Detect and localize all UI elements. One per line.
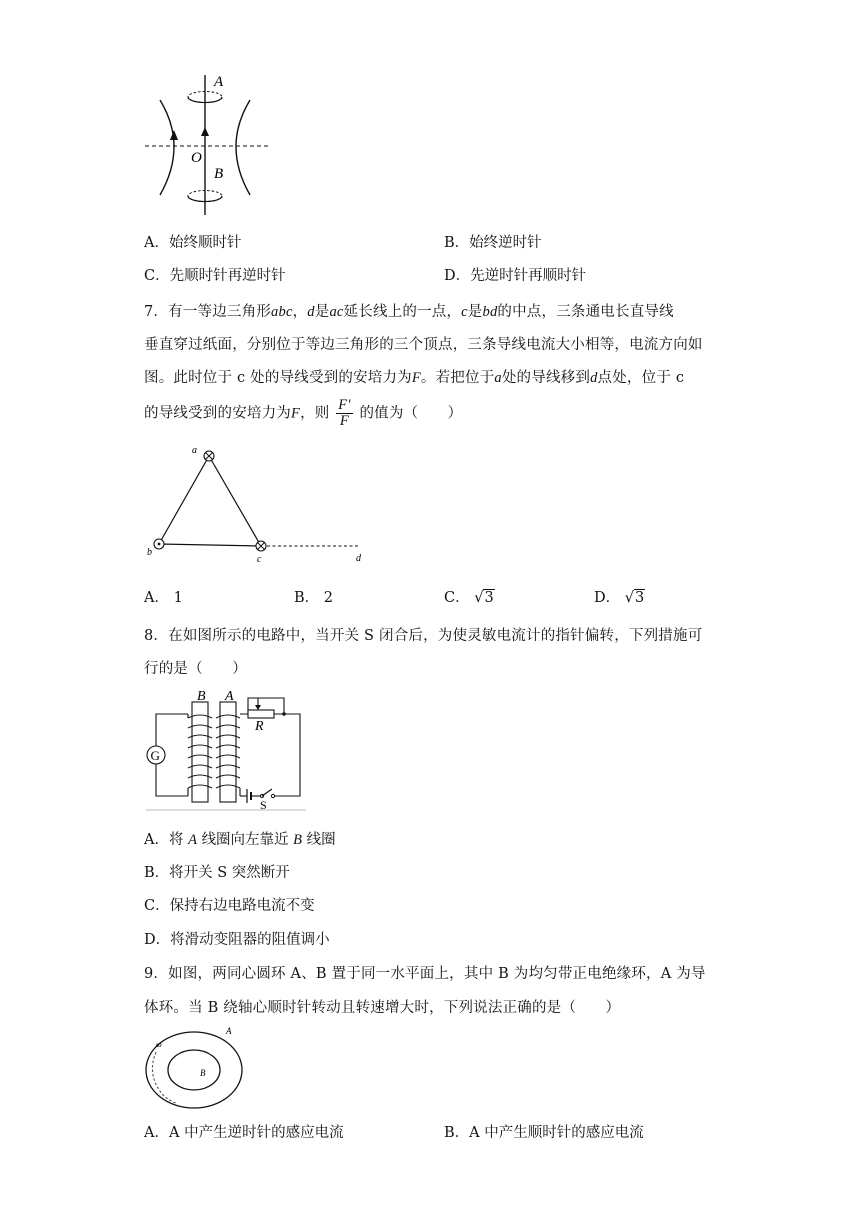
q6-option-c[interactable]: C．先顺时针再逆时针 bbox=[144, 268, 286, 284]
q6-figure bbox=[140, 70, 275, 220]
q8-circuit-figure bbox=[144, 688, 309, 814]
q9-stem-line2: 体环。当 B 绕轴心顺时针转动且转速增大时，下列说法正确的是（ ） bbox=[144, 1000, 621, 1016]
svg-text:d: d bbox=[356, 553, 361, 564]
left-field-line bbox=[160, 100, 174, 195]
ring-B bbox=[168, 1050, 220, 1090]
q9-stem-line1: 9．如图，两同心圆环 A、B 置于同一水平面上，其中 B 为均匀带正电绝缘环，A 为导 bbox=[144, 966, 706, 982]
q8-stem-line1: 8．在如图所示的电路中，当开关 S 闭合后，为使灵敏电流计的指针偏转，下列措施可 bbox=[144, 628, 703, 644]
q7-stem-line1: 7．有一等边三角形abc，d是ac延长线上的一点，c是bd的中点，三条通电长直导线 bbox=[144, 304, 674, 320]
svg-text:R: R bbox=[255, 719, 264, 734]
svg-text:b: b bbox=[147, 547, 152, 558]
svg-text:a: a bbox=[192, 445, 197, 456]
q9-rings-figure bbox=[142, 1026, 247, 1112]
q6-option-b[interactable]: B．始终逆时针 bbox=[444, 235, 542, 251]
galvanometer-icon bbox=[147, 746, 165, 764]
wire-b-out-of-page-icon bbox=[154, 539, 164, 549]
svg-text:A: A bbox=[226, 1026, 232, 1036]
svg-text:B: B bbox=[197, 689, 206, 704]
svg-text:A: A bbox=[225, 689, 234, 704]
svg-text:S: S bbox=[260, 798, 267, 812]
svg-text:B: B bbox=[200, 1068, 206, 1078]
q9-option-b[interactable]: B．A 中产生顺时针的感应电流 bbox=[444, 1125, 644, 1141]
q7-stem-line3: 图。此时位于 c 处的导线受到的安培力为F。若把位于a处的导线移到d点处，位于 c bbox=[144, 370, 685, 386]
rheostat-R bbox=[248, 710, 274, 718]
q7-figure bbox=[144, 444, 369, 569]
q7-stem-line4: 的导线受到的安培力为F，则 $\frac{F'}{F}$ 的值为（ ） bbox=[144, 397, 463, 430]
label-B: B bbox=[214, 166, 224, 182]
q7-option-c[interactable]: C． √3 bbox=[444, 590, 494, 606]
coil-B bbox=[192, 702, 208, 802]
q7-option-d[interactable]: D． √3 bbox=[594, 590, 645, 606]
coil-A bbox=[220, 702, 236, 802]
label-O: O bbox=[191, 150, 202, 166]
central-arrow bbox=[201, 127, 209, 136]
q7-stem-line2: 垂直穿过纸面，分别位于等边三角形的三个顶点，三条导线电流大小相等，电流方向如 bbox=[144, 337, 703, 353]
switch-S bbox=[260, 789, 274, 798]
battery-icon bbox=[244, 789, 261, 803]
q9-option-a[interactable]: A．A 中产生逆时针的感应电流 bbox=[144, 1125, 344, 1141]
q8-stem-line2: 行的是（ ） bbox=[144, 661, 247, 677]
svg-text:ω: ω bbox=[156, 1040, 162, 1049]
wire-a-into-page-icon bbox=[204, 451, 214, 461]
svg-text:c: c bbox=[257, 554, 262, 565]
q6-option-d[interactable]: D．先逆时针再顺时针 bbox=[444, 268, 587, 284]
label-A: A bbox=[214, 74, 224, 90]
q8-option-c[interactable]: C．保持右边电路电流不变 bbox=[144, 898, 315, 914]
q7-option-b[interactable]: B． 2 bbox=[294, 590, 333, 606]
q8-option-d[interactable]: D．将滑动变阻器的阻值调小 bbox=[144, 932, 330, 948]
svg-text:G: G bbox=[150, 748, 160, 763]
wire-c-into-page-icon bbox=[256, 541, 266, 551]
q6-option-a[interactable]: A．始终顺时针 bbox=[144, 235, 242, 251]
ratio-fraction: $\frac{F'}{F}$ bbox=[338, 397, 351, 430]
q8-option-a[interactable]: A．将 A 线圈向左靠近 B 线圈 bbox=[144, 832, 336, 848]
q8-option-b[interactable]: B．将开关 S 突然断开 bbox=[144, 865, 290, 881]
right-field-line bbox=[236, 100, 250, 195]
q7-option-a[interactable]: A． 1 bbox=[144, 590, 183, 606]
